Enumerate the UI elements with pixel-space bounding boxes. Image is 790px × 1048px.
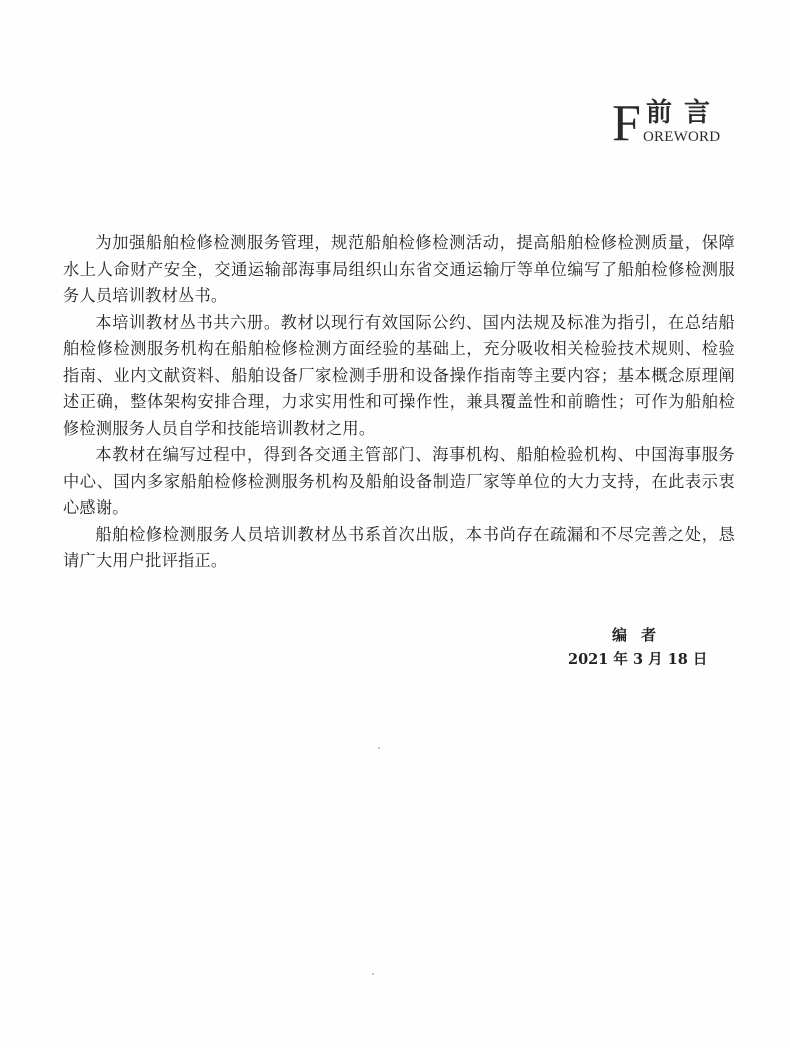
paragraph-1: 为加强船舶检修检测服务管理，规范船舶检修检测活动，提高船舶检修检测质量，保障水上人命财产安全，交通运输部海事局组织山东省交通运输厅等单位编写了船舶检修检测服务人员培训教材丛书。 (63, 233, 735, 305)
paragraph-2: 本培训教材丛书共六册。教材以现行有效国际公约、国内法规及标准为指引，在总结船舶检修检测服务机构在船舶检修检测方面经验的基础上，充分吸收相关检验技术规则、检验指南、业内文献资料、船舶设备厂家检测手册和设备操作指南等主要内容；基本概念原理阐述正确，整体架构安排合理，力求实用性和可操作性，兼具覆盖性和前瞻性；可作为船舶检修检测服务人员自学和技能培训教材之用。 (63, 312, 735, 438)
heading-initial-letter: F (612, 95, 641, 152)
scan-speck (378, 747, 380, 749)
foreword-body (63, 230, 735, 575)
signature-author: 编者 (612, 626, 671, 644)
paragraph-4: 船舶检修检测服务人员培训教材丛书系首次出版，本书尚存在疏漏和不尽完善之处，恳请广大用户批评指正。 (63, 524, 735, 570)
heading-english-title: OREWORD (643, 129, 721, 145)
signature-date: 2021 年 3 月 18 日 (568, 651, 708, 668)
heading-chinese-title: 前言 (646, 98, 723, 128)
scan-speck (372, 973, 374, 975)
paragraph-3: 本教材在编写过程中，得到各交通主管部门、海事机构、船舶检验机构、中国海事服务中心、国内多家船舶检修检测服务机构及船舶设备制造厂家等单位的大力支持，在此表示衷心感谢。 (63, 445, 735, 517)
foreword-heading (612, 95, 742, 152)
